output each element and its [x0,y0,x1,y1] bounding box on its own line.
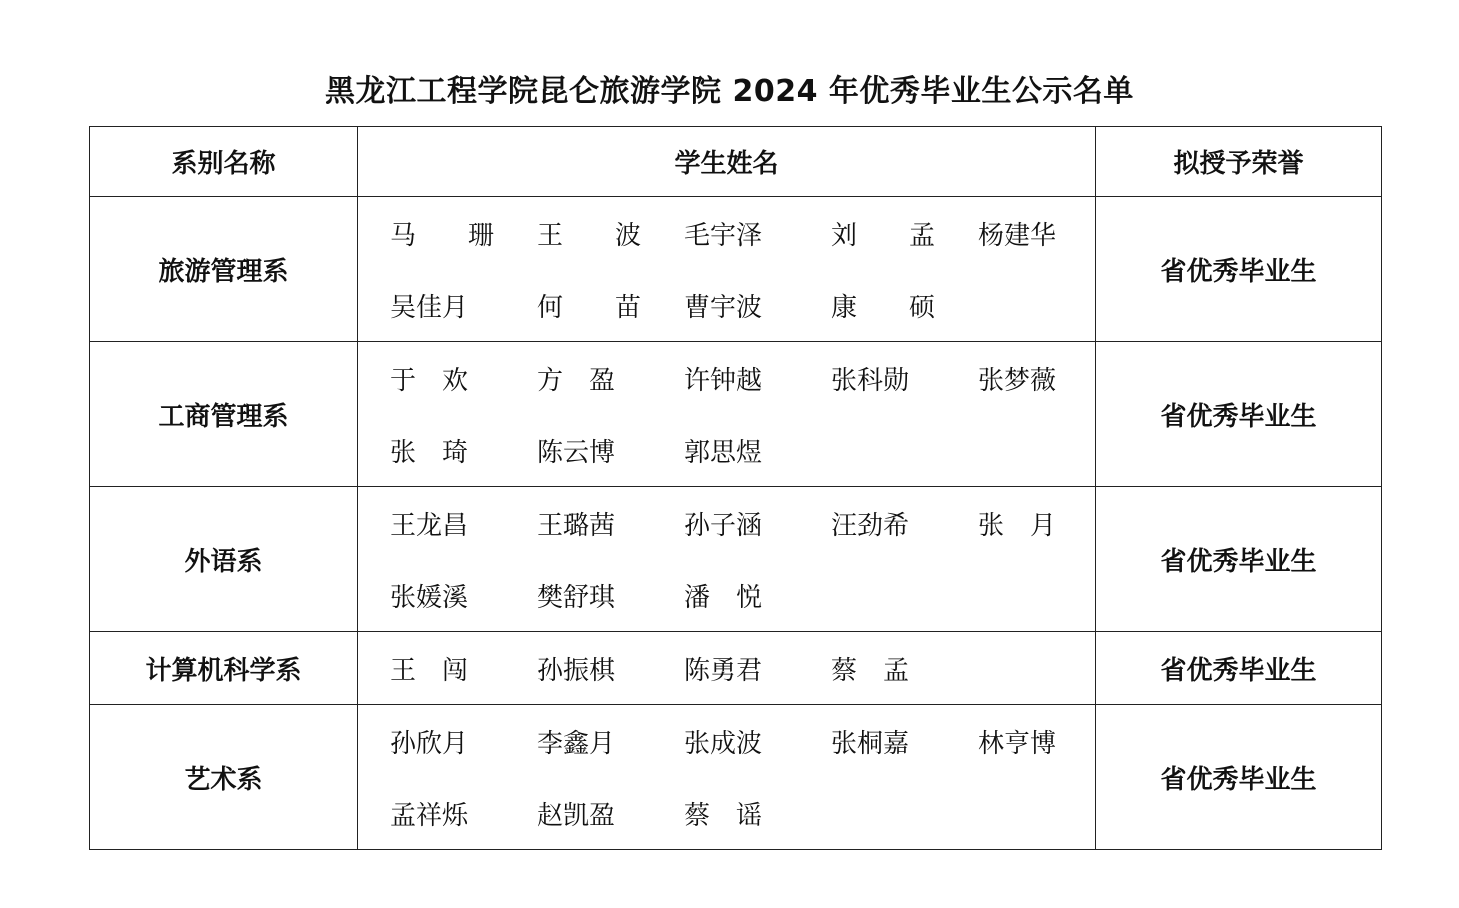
student-name: 张科勋 [831,365,910,396]
table-row [90,632,1382,705]
honor-cell: 省优秀毕业生 [1096,705,1382,850]
student-name: 樊舒琪 [537,582,616,613]
header-row [90,127,1382,197]
student-name: 孙欣月 [390,728,469,759]
student-name: 李鑫月 [537,728,616,759]
student-name: 蔡 孟 [831,655,910,686]
names-line [358,559,1095,631]
honor-cell: 省优秀毕业生 [1096,632,1382,705]
students-cell [358,632,1096,705]
table-row [90,197,1382,342]
student-name: 曹宇波 [684,292,763,323]
table-row [90,487,1382,632]
student-name: 陈云博 [537,437,616,468]
students-cell [358,342,1096,487]
student-name: 孙子涵 [684,510,763,541]
student-name: 于 欢 [390,365,469,396]
student-name: 何 苗 [537,292,642,323]
table-row [90,342,1382,487]
department-cell: 艺术系 [90,705,358,850]
student-name: 汪劲希 [831,510,910,541]
student-name: 刘 孟 [831,220,936,251]
names-line [358,414,1095,486]
student-name: 张 琦 [390,437,469,468]
students-cell [358,705,1096,850]
department-cell: 旅游管理系 [90,197,358,342]
header-students: 学生姓名 [358,127,1096,197]
student-name: 毛宇泽 [684,220,763,251]
page-title: 黑龙江工程学院昆仑旅游学院 2024 年优秀毕业生公示名单 [325,74,1134,109]
student-name: 王 波 [537,220,642,251]
student-name: 张梦薇 [978,365,1057,396]
names-line [358,487,1095,559]
honor-cell: 省优秀毕业生 [1096,197,1382,342]
department-cell: 工商管理系 [90,342,358,487]
student-name: 康 硕 [831,292,936,323]
student-name: 潘 悦 [684,582,763,613]
student-name: 吴佳月 [390,292,469,323]
honor-list-table [89,126,1382,850]
student-name: 孙振棋 [537,655,616,686]
header-department: 系别名称 [90,127,358,197]
names-line [358,197,1095,269]
student-name: 马 珊 [390,220,495,251]
names-line [358,342,1095,414]
names-line [358,705,1095,777]
student-name: 王龙昌 [390,510,469,541]
student-name: 张桐嘉 [831,728,910,759]
students-cell [358,197,1096,342]
department-cell: 外语系 [90,487,358,632]
student-name: 孟祥烁 [390,800,469,831]
honor-cell: 省优秀毕业生 [1096,342,1382,487]
student-name: 陈勇君 [684,655,763,686]
student-name: 许钟越 [684,365,763,396]
student-name: 林亨博 [978,728,1057,759]
names-line [358,269,1095,341]
student-name: 蔡 谣 [684,800,763,831]
student-name: 张媛溪 [390,582,469,613]
student-name: 郭思煜 [684,437,763,468]
header-honor: 拟授予荣誉 [1096,127,1382,197]
student-name: 张 月 [978,510,1057,541]
student-name: 方 盈 [537,365,616,396]
honor-cell: 省优秀毕业生 [1096,487,1382,632]
department-cell: 计算机科学系 [90,632,358,705]
student-name: 张成波 [684,728,763,759]
names-line [358,777,1095,849]
students-cell [358,487,1096,632]
table-row [90,705,1382,850]
student-name: 王璐茜 [537,510,616,541]
student-name: 王 闯 [390,655,469,686]
student-name: 赵凯盈 [537,800,616,831]
student-name: 杨建华 [978,220,1057,251]
names-line [358,632,1095,704]
